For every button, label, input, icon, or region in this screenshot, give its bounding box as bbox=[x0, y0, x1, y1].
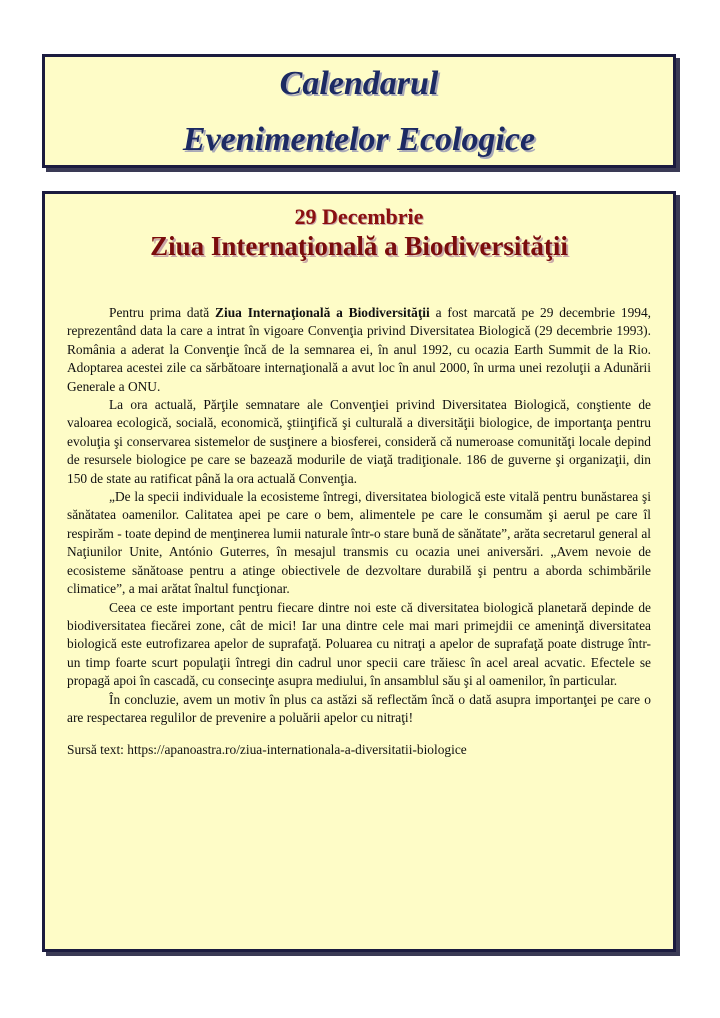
paragraph-4: Ceea ce este important pentru fiecare dintre noi este că diversitatea biologică planetară depinde de biodiversitatea fiecărei zone, cât de mici! Iar una dintre cele mai mari primejdii ce ameninţă diversitatea biologică este eutrofizarea apelor de suprafaţă. Poluarea cu nitraţi a apelor de suprafaţă poate distruge într-un timp foarte scurt populaţii întregi din cadrul unor specii care trăiesc în acel areal acvatic. Efectele se propagă apoi în cascadă, cu consecinţe asupra mediului, în ansamblul său şi al oamenilor, în particular. bbox=[67, 599, 651, 689]
paragraph-3: „De la specii individuale la ecosisteme întregi, diversitatea biologică este vitală pentru bunăstarea şi sănătatea oamenilor. Calitatea apei pe care o bem, alimentele pe care le consumăm şi aerul pe care îl respirăm - toate depind de menţinerea lumii naturale într-o stare bună de sănătate”, arăta secretarul general al Naţiunilor Unite, António Guterres, în mesajul transmis cu ocazia unei aniversări. „Avem nevoie de ecosisteme sănătoase pentru a atinge obiectivele de dezvoltare durabilă şi pentru a aborda schimbările climatice”, a mai arătat înaltul funcţionar. bbox=[67, 489, 651, 597]
paragraph-1-bold-name: Ziua Internaţională a Biodiversităţii bbox=[215, 305, 430, 320]
paragraph-1-intro: Pentru prima dată bbox=[109, 305, 216, 320]
article-date: 29 Decembrie bbox=[294, 204, 424, 229]
article-body bbox=[67, 304, 651, 727]
header-title-line-2: Evenimentelor Ecologice bbox=[182, 121, 536, 158]
paragraph-2: La ora actuală, Părţile semnatare ale Convenţiei privind Diversitatea Biologică, conştiente de valoarea ecologică, socială, economică, ştiinţifică şi culturală a diversităţii biologice, de importanţa pentru evoluţia şi conservarea sistemelor de susţinere a biosferei, consideră că numeroase comunităţi locale depind de resursele biologice pe care se bazează modurile de viaţă tradiţionale. 186 de guverne şi organizaţii, din 150 de state au ratificat până la ora actuală Convenţia. bbox=[67, 397, 651, 486]
article-box bbox=[42, 191, 676, 952]
header-title-line-1: Calendarul bbox=[279, 65, 439, 102]
paragraph-1 bbox=[67, 304, 651, 396]
source-link[interactable]: Sursă text: https://apanoastra.ro/ziua-internationala-a-diversitatii-biologice bbox=[67, 742, 467, 758]
header-box bbox=[42, 54, 676, 168]
article-title: Ziua Internaţională a Biodiversităţii bbox=[150, 231, 568, 261]
paragraph-1-rest: a fost marcată pe 29 decembrie 1994, reprezentând data la care a intrat în vigoare Convenţia privind Diversitatea Biologică (29 decembrie 1993). România a aderat la Convenţie încă de la semnarea ei, în anul 1992, cu ocazia Earth Summit de la Rio. Adoptarea acestei zile ca sărbătoare internaţională a avut loc în anul 2000, în urma unei rezoluţii a Adunării Generale a ONU. bbox=[67, 305, 651, 394]
paragraph-5: În concluzie, avem un motiv în plus ca astăzi să reflectăm încă o dată asupra importanţei pe care o are respectarea regulilor de prevenire a poluării apelor cu nitraţi! bbox=[67, 691, 651, 725]
